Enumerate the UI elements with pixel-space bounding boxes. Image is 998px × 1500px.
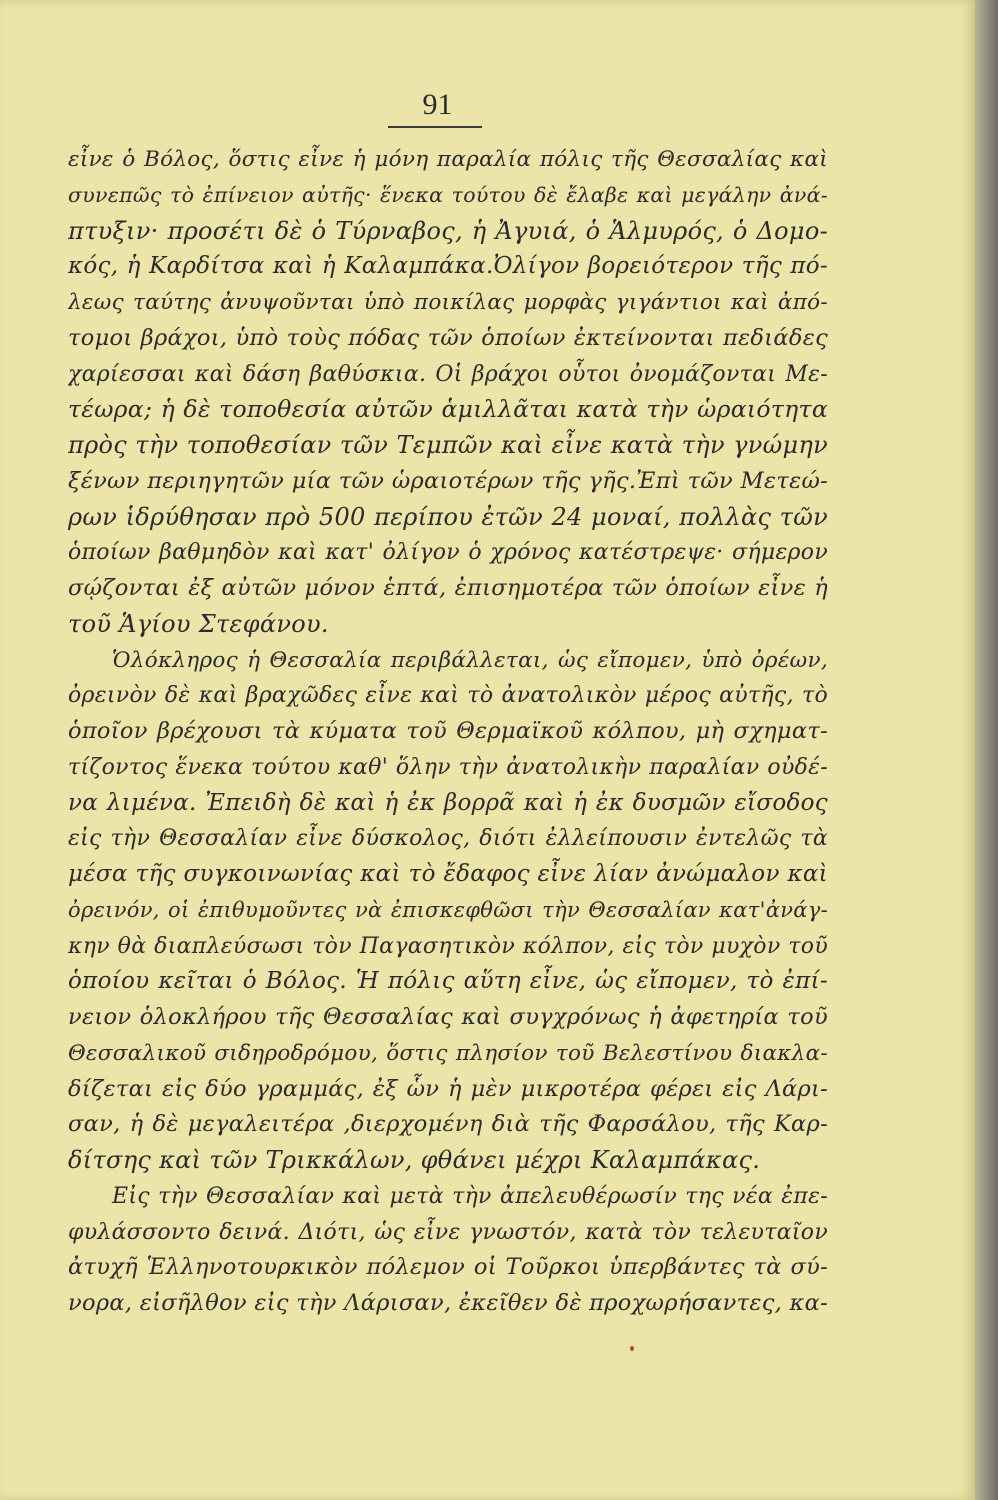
- page-number: 91: [422, 88, 453, 121]
- header-rule: [388, 126, 482, 128]
- text-line: σῴζονται ἐξ αὐτῶν μόνον ἑπτά, ἐπισημοτέρα τῶν ὁποίων εἶνε ἡ: [68, 575, 828, 601]
- text-line: τίζοντος ἕνεκα τούτου καθ' ὅλην τὴν ἀνατολικὴν παραλίαν οὐδέ-: [68, 754, 828, 780]
- text-line: λεως ταύτης ἀνυψοῦνται ὑπὸ ποικίλας μορφὰς γιγάντιοι καὶ ἀπό-: [68, 290, 828, 315]
- text-line: ὁποίου κεῖται ὁ Βόλος. Ἡ πόλις αὕτη εἶνε, ὡς εἴπομεν, τὸ ἐπί-: [68, 968, 828, 995]
- text-line: τοῦ Ἁγίου Στεφάνου.: [68, 609, 329, 638]
- ink-spot: [630, 1346, 634, 1351]
- text-line: δίζεται εἰς δύο γραμμάς, ἐξ ὧν ἡ μὲν μικροτέρα φέρει εἰς Λάρι-: [68, 1075, 828, 1102]
- text-line: πρὸς τὴν τοποθεσίαν τῶν Τεμπῶν καὶ εἶνε κατὰ τὴν γνώμην: [68, 431, 828, 459]
- text-line: εἶνε ὁ Βόλος, ὅστις εἶνε ἡ μόνη παραλία πόλις τῆς Θεσσαλίας καὶ: [68, 147, 828, 172]
- text-line: δίτσης καὶ τῶν Τρικκάλων, φθάνει μέχρι Καλαμπάκας.: [68, 1146, 761, 1174]
- body-text: [68, 142, 828, 1322]
- text-line: τομοι βράχοι, ὑπὸ τοὺς πόδας τῶν ὁποίων ἐκτείνονται πεδιάδες: [68, 324, 828, 351]
- book-spine-edge: [975, 0, 998, 1500]
- text-line: εἰς τὴν Θεσσαλίαν εἶνε δύσκολος, διότι ἐλλείπουσιν ἐντελῶς τὰ: [68, 826, 828, 852]
- text-line: σαν, ἡ δὲ μεγαλειτέρα ,διερχομένη διὰ τῆς Φαρσάλου, τῆς Καρ-: [68, 1111, 828, 1138]
- text-line: μέσα τῆς συγκοινωνίας καὶ τὸ ἔδαφος εἶνε λίαν ἀνώμαλον καὶ: [68, 861, 828, 887]
- text-line: ἀτυχῆ Ἑλληνοτουρκικὸν πόλεμον οἱ Τοῦρκοι ὑπερβάντες τὰ σύ-: [68, 1254, 828, 1281]
- text-line: ὀρεινὸν δὲ καὶ βραχῶδες εἶνε καὶ τὸ ἀνατολικὸν μέρος αὐτῆς, τὸ: [68, 683, 828, 709]
- text-line: ὁποῖον βρέχουσι τὰ κύματα τοῦ Θερμαϊκοῦ κόλπου, μὴ σχηματ-: [68, 718, 828, 744]
- text-line: ρων ἱδρύθησαν πρὸ 500 περίπου ἐτῶν 24 μοναί, πολλὰς τῶν: [68, 502, 828, 531]
- text-line: τέωρα; ἡ δὲ τοποθεσία αὐτῶν ἁμιλλᾶται κατὰ τὴν ὡραιότητα: [68, 395, 828, 424]
- paragraph-first-line: Ὁλόκληρος ἡ Θεσσαλία περιβάλλεται, ὡς εἴπομεν, ὑπὸ ὀρέων,: [112, 647, 828, 673]
- text-line: πτυξιν· προσέτι δὲ ὁ Τύρναβος, ἡ Ἀγυιά, ὁ Ἁλμυρός, ὁ Δομο-: [68, 216, 828, 245]
- text-line: νειον ὁλοκλήρου τῆς Θεσσαλίας καὶ συγχρόνως ἡ ἀφετηρία τοῦ: [68, 1004, 828, 1030]
- text-line: ξένων περιηγητῶν μία τῶν ὡραιοτέρων τῆς γῆς.Ἐπὶ τῶν Μετεώ-: [68, 467, 828, 494]
- text-line: ὀρεινόν, οἱ ἐπιθυμοῦντες νὰ ἐπισκεφθῶσι τὴν Θεσσαλίαν κατ'ἀνάγ-: [68, 897, 828, 922]
- text-line: νορα, εἰσῆλθον εἰς τὴν Λάρισαν, ἐκεῖθεν δὲ προχωρήσαντες, κα-: [68, 1290, 828, 1316]
- text-line: συνεπῶς τὸ ἐπίνειον αὐτῆς· ἕνεκα τούτου δὲ ἔλαβε καὶ μεγάλην ἀνά-: [68, 182, 828, 207]
- text-line: να λιμένα. Ἐπειδὴ δὲ καὶ ἡ ἐκ βορρᾶ καὶ ἡ ἐκ δυσμῶν εἴσοδος: [68, 789, 828, 816]
- text-line: χαρίεσσαι καὶ δάση βαθύσκια. Οἱ βράχοι οὗτοι ὀνομάζονται Με-: [68, 361, 828, 387]
- text-line: κην θὰ διαπλεύσωσι τὸν Παγασητικὸν κόλπον, εἰς τὸν μυχὸν τοῦ: [68, 933, 828, 959]
- text-line: κός, ἡ Καρδίτσα καὶ ἡ Καλαμπάκα.Ὀλίγον βορειότερον τῆς πό-: [68, 253, 828, 280]
- paragraph-first-line: Εἰς τὴν Θεσσαλίαν καὶ μετὰ τὴν ἀπελευθέρωσίν της νέα ἐπε-: [112, 1183, 828, 1209]
- text-line: ὁποίων βαθμηδὸν καὶ κατ' ὀλίγον ὁ χρόνος κατέστρεψε· σήμερον: [68, 540, 828, 566]
- text-line: φυλάσσοντο δεινά. Διότι, ὡς εἶνε γνωστόν, κατὰ τὸν τελευταῖον: [68, 1219, 828, 1245]
- text-line: Θεσσαλικοῦ σιδηροδρόμου, ὅστις πλησίον τοῦ Βελεστίνου διακλα-: [68, 1040, 828, 1066]
